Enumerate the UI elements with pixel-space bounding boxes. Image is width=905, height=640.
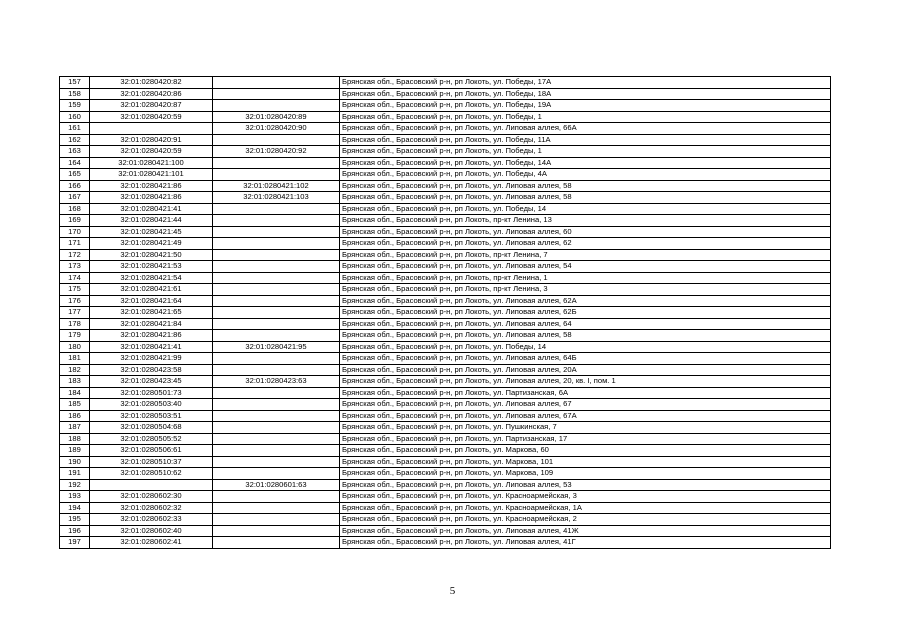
cadastral-number-cell: 32:01:0280421:101 — [90, 169, 213, 181]
row-number-cell: 161 — [60, 123, 90, 135]
cadastral-number-cell: 32:01:0280420:87 — [90, 100, 213, 112]
cadastral-number-cell: 32:01:0280421:86 — [90, 330, 213, 342]
related-cadastral-number-cell — [213, 226, 340, 238]
related-cadastral-number-cell — [213, 468, 340, 480]
table-row — [60, 249, 831, 261]
row-number-cell: 182 — [60, 364, 90, 376]
address-cell: Брянская обл., Брасовский р-н, рп Локоть, ул. Победы, 14А — [340, 157, 831, 169]
row-number-cell: 194 — [60, 502, 90, 514]
address-cell: Брянская обл., Брасовский р-н, рп Локоть, ул. Маркова, 60 — [340, 445, 831, 457]
row-number-cell: 196 — [60, 525, 90, 537]
related-cadastral-number-cell: 32:01:0280420:92 — [213, 146, 340, 158]
cadastral-number-cell: 32:01:0280421:61 — [90, 284, 213, 296]
related-cadastral-number-cell — [213, 77, 340, 89]
table-row — [60, 238, 831, 250]
related-cadastral-number-cell — [213, 284, 340, 296]
row-number-cell: 166 — [60, 180, 90, 192]
cadastral-number-cell: 32:01:0280506:61 — [90, 445, 213, 457]
table-row — [60, 525, 831, 537]
table-row — [60, 502, 831, 514]
table-row — [60, 272, 831, 284]
related-cadastral-number-cell — [213, 88, 340, 100]
row-number-cell: 162 — [60, 134, 90, 146]
address-cell: Брянская обл., Брасовский р-н, рп Локоть, ул. Липовая аллея, 64 — [340, 318, 831, 330]
cadastral-number-cell: 32:01:0280503:40 — [90, 399, 213, 411]
table-row — [60, 192, 831, 204]
related-cadastral-number-cell — [213, 318, 340, 330]
related-cadastral-number-cell — [213, 502, 340, 514]
table-row — [60, 77, 831, 89]
related-cadastral-number-cell — [213, 537, 340, 549]
related-cadastral-number-cell — [213, 410, 340, 422]
row-number-cell: 190 — [60, 456, 90, 468]
address-cell: Брянская обл., Брасовский р-н, рп Локоть, ул. Липовая аллея, 58 — [340, 180, 831, 192]
related-cadastral-number-cell — [213, 307, 340, 319]
table-row — [60, 387, 831, 399]
address-cell: Брянская обл., Брасовский р-н, рп Локоть, ул. Липовая аллея, 20А — [340, 364, 831, 376]
row-number-cell: 180 — [60, 341, 90, 353]
cadastral-number-cell: 32:01:0280423:58 — [90, 364, 213, 376]
table-row — [60, 468, 831, 480]
address-cell: Брянская обл., Брасовский р-н, рп Локоть, ул. Победы, 4А — [340, 169, 831, 181]
row-number-cell: 159 — [60, 100, 90, 112]
related-cadastral-number-cell — [213, 330, 340, 342]
table-row — [60, 146, 831, 158]
table-row — [60, 318, 831, 330]
table-row — [60, 341, 831, 353]
address-cell: Брянская обл., Брасовский р-н, рп Локоть, ул. Липовая аллея, 67А — [340, 410, 831, 422]
cadastral-number-cell: 32:01:0280420:86 — [90, 88, 213, 100]
row-number-cell: 183 — [60, 376, 90, 388]
address-cell: Брянская обл., Брасовский р-н, рп Локоть, ул. Победы, 17А — [340, 77, 831, 89]
cadastral-number-cell: 32:01:0280602:30 — [90, 491, 213, 503]
row-number-cell: 184 — [60, 387, 90, 399]
cadastral-number-cell: 32:01:0280421:54 — [90, 272, 213, 284]
related-cadastral-number-cell — [213, 399, 340, 411]
cadastral-number-cell: 32:01:0280602:33 — [90, 514, 213, 526]
table-row — [60, 491, 831, 503]
cadastral-number-cell: 32:01:0280421:99 — [90, 353, 213, 365]
address-cell: Брянская обл., Брасовский р-н, рп Локоть, ул. Липовая аллея, 58 — [340, 330, 831, 342]
table-row — [60, 445, 831, 457]
cadastral-number-cell: 32:01:0280602:32 — [90, 502, 213, 514]
row-number-cell: 181 — [60, 353, 90, 365]
address-cell: Брянская обл., Брасовский р-н, рп Локоть, ул. Липовая аллея, 20, кв. I, пом. 1 — [340, 376, 831, 388]
address-cell: Брянская обл., Брасовский р-н, рп Локоть, ул. Маркова, 101 — [340, 456, 831, 468]
table-row — [60, 376, 831, 388]
row-number-cell: 187 — [60, 422, 90, 434]
row-number-cell: 193 — [60, 491, 90, 503]
address-cell: Брянская обл., Брасовский р-н, рп Локоть, ул. Липовая аллея, 64Б — [340, 353, 831, 365]
row-number-cell: 179 — [60, 330, 90, 342]
related-cadastral-number-cell — [213, 272, 340, 284]
row-number-cell: 158 — [60, 88, 90, 100]
row-number-cell: 197 — [60, 537, 90, 549]
address-cell: Брянская обл., Брасовский р-н, рп Локоть, ул. Партизанская, 6А — [340, 387, 831, 399]
row-number-cell: 163 — [60, 146, 90, 158]
related-cadastral-number-cell: 32:01:0280420:89 — [213, 111, 340, 123]
cadastral-number-cell: 32:01:0280420:82 — [90, 77, 213, 89]
row-number-cell: 164 — [60, 157, 90, 169]
cadastral-number-cell: 32:01:0280503:51 — [90, 410, 213, 422]
row-number-cell: 186 — [60, 410, 90, 422]
related-cadastral-number-cell — [213, 353, 340, 365]
row-number-cell: 174 — [60, 272, 90, 284]
cadastral-number-cell: 32:01:0280421:53 — [90, 261, 213, 273]
address-cell: Брянская обл., Брасовский р-н, рп Локоть, ул. Липовая аллея, 66А — [340, 123, 831, 135]
related-cadastral-number-cell — [213, 215, 340, 227]
address-cell: Брянская обл., Брасовский р-н, рп Локоть, ул. Липовая аллея, 53 — [340, 479, 831, 491]
address-cell: Брянская обл., Брасовский р-н, рп Локоть, ул. Красноармейская, 1А — [340, 502, 831, 514]
address-cell: Брянская обл., Брасовский р-н, рп Локоть, ул. Липовая аллея, 60 — [340, 226, 831, 238]
row-number-cell: 168 — [60, 203, 90, 215]
table-row — [60, 330, 831, 342]
row-number-cell: 178 — [60, 318, 90, 330]
address-cell: Брянская обл., Брасовский р-н, рп Локоть, ул. Липовая аллея, 62 — [340, 238, 831, 250]
cadastral-number-cell: 32:01:0280421:64 — [90, 295, 213, 307]
address-cell: Брянская обл., Брасовский р-н, рп Локоть, ул. Победы, 14 — [340, 341, 831, 353]
cadastral-number-cell: 32:01:0280501:73 — [90, 387, 213, 399]
address-cell: Брянская обл., Брасовский р-н, рп Локоть, ул. Красноармейская, 2 — [340, 514, 831, 526]
table-body — [60, 77, 831, 549]
related-cadastral-number-cell: 32:01:0280421:95 — [213, 341, 340, 353]
table-row — [60, 123, 831, 135]
cadastral-number-cell: 32:01:0280504:68 — [90, 422, 213, 434]
row-number-cell: 171 — [60, 238, 90, 250]
row-number-cell: 165 — [60, 169, 90, 181]
cadastral-number-cell: 32:01:0280421:84 — [90, 318, 213, 330]
cadastral-number-cell — [90, 123, 213, 135]
row-number-cell: 195 — [60, 514, 90, 526]
row-number-cell: 169 — [60, 215, 90, 227]
related-cadastral-number-cell — [213, 157, 340, 169]
address-cell: Брянская обл., Брасовский р-н, рп Локоть, ул. Победы, 14 — [340, 203, 831, 215]
table-row — [60, 169, 831, 181]
table-row — [60, 295, 831, 307]
related-cadastral-number-cell — [213, 238, 340, 250]
address-cell: Брянская обл., Брасовский р-н, рп Локоть, ул. Липовая аллея, 62А — [340, 295, 831, 307]
cadastral-number-cell: 32:01:0280421:86 — [90, 192, 213, 204]
table-row — [60, 203, 831, 215]
table-row — [60, 261, 831, 273]
related-cadastral-number-cell — [213, 100, 340, 112]
table-row — [60, 284, 831, 296]
table-row — [60, 180, 831, 192]
related-cadastral-number-cell — [213, 249, 340, 261]
address-cell: Брянская обл., Брасовский р-н, рп Локоть, ул. Победы, 1 — [340, 146, 831, 158]
address-cell: Брянская обл., Брасовский р-н, рп Локоть, ул. Липовая аллея, 41Г — [340, 537, 831, 549]
row-number-cell: 185 — [60, 399, 90, 411]
related-cadastral-number-cell: 32:01:0280421:103 — [213, 192, 340, 204]
cadastral-number-cell: 32:01:0280505:52 — [90, 433, 213, 445]
row-number-cell: 170 — [60, 226, 90, 238]
related-cadastral-number-cell — [213, 364, 340, 376]
table-row — [60, 307, 831, 319]
address-cell: Брянская обл., Брасовский р-н, рп Локоть, ул. Пушкинская, 7 — [340, 422, 831, 434]
cadastral-table — [59, 76, 831, 549]
address-cell: Брянская обл., Брасовский р-н, рп Локоть, пр-кт Ленина, 3 — [340, 284, 831, 296]
table-row — [60, 88, 831, 100]
address-cell: Брянская обл., Брасовский р-н, рп Локоть, ул. Липовая аллея, 41Ж — [340, 525, 831, 537]
address-cell: Брянская обл., Брасовский р-н, рп Локоть, ул. Липовая аллея, 54 — [340, 261, 831, 273]
address-cell: Брянская обл., Брасовский р-н, рп Локоть, пр-кт Ленина, 1 — [340, 272, 831, 284]
cadastral-number-cell: 32:01:0280421:41 — [90, 203, 213, 215]
table-row — [60, 100, 831, 112]
cadastral-number-cell: 32:01:0280510:62 — [90, 468, 213, 480]
cadastral-number-cell — [90, 479, 213, 491]
cadastral-number-cell: 32:01:0280602:41 — [90, 537, 213, 549]
related-cadastral-number-cell: 32:01:0280601:63 — [213, 479, 340, 491]
related-cadastral-number-cell — [213, 422, 340, 434]
table-row — [60, 537, 831, 549]
cadastral-number-cell: 32:01:0280421:100 — [90, 157, 213, 169]
related-cadastral-number-cell — [213, 387, 340, 399]
related-cadastral-number-cell — [213, 295, 340, 307]
related-cadastral-number-cell — [213, 261, 340, 273]
row-number-cell: 167 — [60, 192, 90, 204]
cadastral-number-cell: 32:01:0280421:86 — [90, 180, 213, 192]
address-cell: Брянская обл., Брасовский р-н, рп Локоть, пр-кт Ленина, 13 — [340, 215, 831, 227]
related-cadastral-number-cell — [213, 433, 340, 445]
table-row — [60, 111, 831, 123]
related-cadastral-number-cell — [213, 525, 340, 537]
related-cadastral-number-cell — [213, 134, 340, 146]
row-number-cell: 191 — [60, 468, 90, 480]
cadastral-number-cell: 32:01:0280421:49 — [90, 238, 213, 250]
table-row — [60, 364, 831, 376]
related-cadastral-number-cell — [213, 169, 340, 181]
table-row — [60, 353, 831, 365]
table-row — [60, 433, 831, 445]
table-row — [60, 134, 831, 146]
table-row — [60, 157, 831, 169]
table-row — [60, 456, 831, 468]
address-cell: Брянская обл., Брасовский р-н, рп Локоть, ул. Победы, 1 — [340, 111, 831, 123]
cadastral-number-cell: 32:01:0280421:45 — [90, 226, 213, 238]
page-number: 5 — [449, 585, 456, 597]
address-cell: Брянская обл., Брасовский р-н, рп Локоть, ул. Партизанская, 17 — [340, 433, 831, 445]
address-cell: Брянская обл., Брасовский р-н, рп Локоть, ул. Красноармейская, 3 — [340, 491, 831, 503]
row-number-cell: 189 — [60, 445, 90, 457]
row-number-cell: 175 — [60, 284, 90, 296]
related-cadastral-number-cell — [213, 456, 340, 468]
table-row — [60, 479, 831, 491]
address-cell: Брянская обл., Брасовский р-н, рп Локоть, ул. Победы, 19А — [340, 100, 831, 112]
address-cell: Брянская обл., Брасовский р-н, рп Локоть, ул. Победы, 11А — [340, 134, 831, 146]
address-cell: Брянская обл., Брасовский р-н, рп Локоть, пр-кт Ленина, 7 — [340, 249, 831, 261]
cadastral-number-cell: 32:01:0280420:59 — [90, 111, 213, 123]
related-cadastral-number-cell — [213, 445, 340, 457]
cadastral-number-cell: 32:01:0280420:91 — [90, 134, 213, 146]
row-number-cell: 160 — [60, 111, 90, 123]
table-row — [60, 215, 831, 227]
related-cadastral-number-cell — [213, 514, 340, 526]
row-number-cell: 177 — [60, 307, 90, 319]
table-row — [60, 514, 831, 526]
row-number-cell: 172 — [60, 249, 90, 261]
address-cell: Брянская обл., Брасовский р-н, рп Локоть, ул. Липовая аллея, 67 — [340, 399, 831, 411]
cadastral-number-cell: 32:01:0280421:41 — [90, 341, 213, 353]
cadastral-number-cell: 32:01:0280420:59 — [90, 146, 213, 158]
cadastral-number-cell: 32:01:0280421:65 — [90, 307, 213, 319]
row-number-cell: 192 — [60, 479, 90, 491]
related-cadastral-number-cell — [213, 491, 340, 503]
address-cell: Брянская обл., Брасовский р-н, рп Локоть, ул. Победы, 18А — [340, 88, 831, 100]
cadastral-number-cell: 32:01:0280421:44 — [90, 215, 213, 227]
cadastral-number-cell: 32:01:0280510:37 — [90, 456, 213, 468]
cadastral-number-cell: 32:01:0280602:40 — [90, 525, 213, 537]
address-cell: Брянская обл., Брасовский р-н, рп Локоть, ул. Липовая аллея, 62Б — [340, 307, 831, 319]
related-cadastral-number-cell: 32:01:0280420:90 — [213, 123, 340, 135]
related-cadastral-number-cell: 32:01:0280423:63 — [213, 376, 340, 388]
cadastral-number-cell: 32:01:0280423:45 — [90, 376, 213, 388]
row-number-cell: 157 — [60, 77, 90, 89]
table-row — [60, 422, 831, 434]
cadastral-number-cell: 32:01:0280421:50 — [90, 249, 213, 261]
row-number-cell: 173 — [60, 261, 90, 273]
address-cell: Брянская обл., Брасовский р-н, рп Локоть, ул. Липовая аллея, 58 — [340, 192, 831, 204]
table-row — [60, 410, 831, 422]
table-row — [60, 399, 831, 411]
table-row — [60, 226, 831, 238]
row-number-cell: 176 — [60, 295, 90, 307]
address-cell: Брянская обл., Брасовский р-н, рп Локоть, ул. Маркова, 109 — [340, 468, 831, 480]
related-cadastral-number-cell — [213, 203, 340, 215]
row-number-cell: 188 — [60, 433, 90, 445]
related-cadastral-number-cell: 32:01:0280421:102 — [213, 180, 340, 192]
